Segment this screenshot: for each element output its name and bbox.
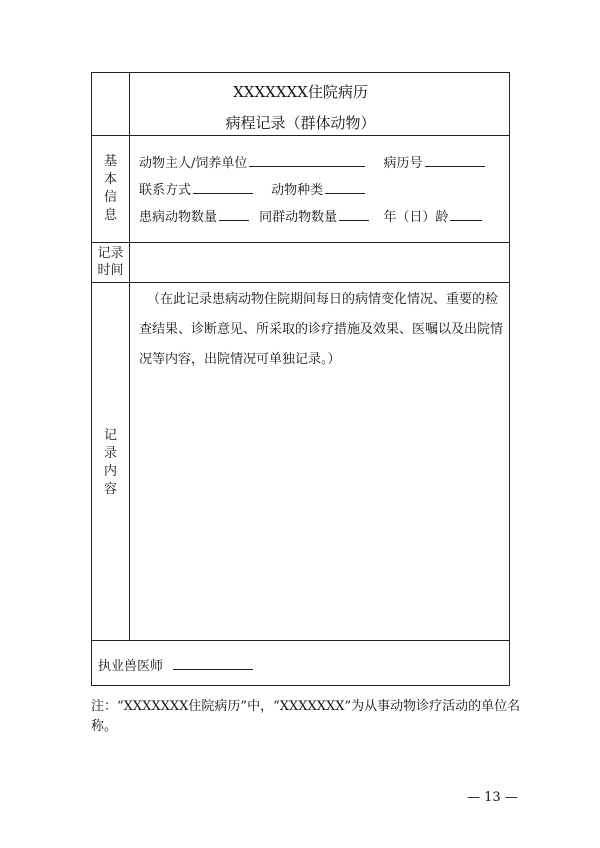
species-label: 动物种类 xyxy=(271,183,324,198)
owner-input[interactable] xyxy=(249,154,365,167)
divider-label-column xyxy=(129,73,130,640)
owner-label: 动物主人/饲养单位 xyxy=(139,156,248,171)
record-content-label: 记 录 内 容 xyxy=(103,428,117,497)
record-content-instructions[interactable]: （在此记录患病动物住院期间每日的病情变化情况、重要的检查结果、诊断意见、所采取的诊疗措施及效果、医嘱以及出院情况等内容，出院情况可单独记录。） xyxy=(139,292,504,367)
vet-signature-row xyxy=(98,655,255,674)
vet-label: 执业兽医师 xyxy=(98,659,164,674)
page-number: — 13 — xyxy=(467,790,518,805)
medical-record-form xyxy=(91,72,510,686)
divider-record-content xyxy=(92,640,509,641)
form-title: XXXXXXX住院病历 xyxy=(233,83,368,101)
record-time-label: 记录 时间 xyxy=(97,246,124,278)
sick-count-input[interactable] xyxy=(219,208,249,221)
owner-field-row xyxy=(139,152,487,171)
age-label: 年（日）龄 xyxy=(383,210,449,225)
contact-label: 联系方式 xyxy=(139,183,192,198)
divider-title xyxy=(92,135,509,136)
herd-count-label: 同群动物数量 xyxy=(259,210,338,225)
sick-count-label: 患病动物数量 xyxy=(139,210,218,225)
vet-signature-input[interactable] xyxy=(173,657,253,670)
footnote: 注：“XXXXXXX住院病历”中，“XXXXXXX”为从事动物诊疗活动的单位名称。 xyxy=(91,699,521,734)
age-input[interactable] xyxy=(450,208,482,221)
contact-input[interactable] xyxy=(193,181,253,194)
basic-info-label: 基 本 信 息 xyxy=(103,154,117,223)
species-input[interactable] xyxy=(325,181,365,194)
record-time-input[interactable] xyxy=(130,243,509,281)
case-no-input[interactable] xyxy=(425,154,485,167)
case-no-label: 病历号 xyxy=(383,156,423,171)
count-field-row xyxy=(139,206,484,225)
divider-record-time xyxy=(92,282,509,283)
contact-field-row xyxy=(139,179,367,198)
form-subtitle: 病程记录（群体动物） xyxy=(225,114,376,132)
herd-count-input[interactable] xyxy=(339,208,369,221)
